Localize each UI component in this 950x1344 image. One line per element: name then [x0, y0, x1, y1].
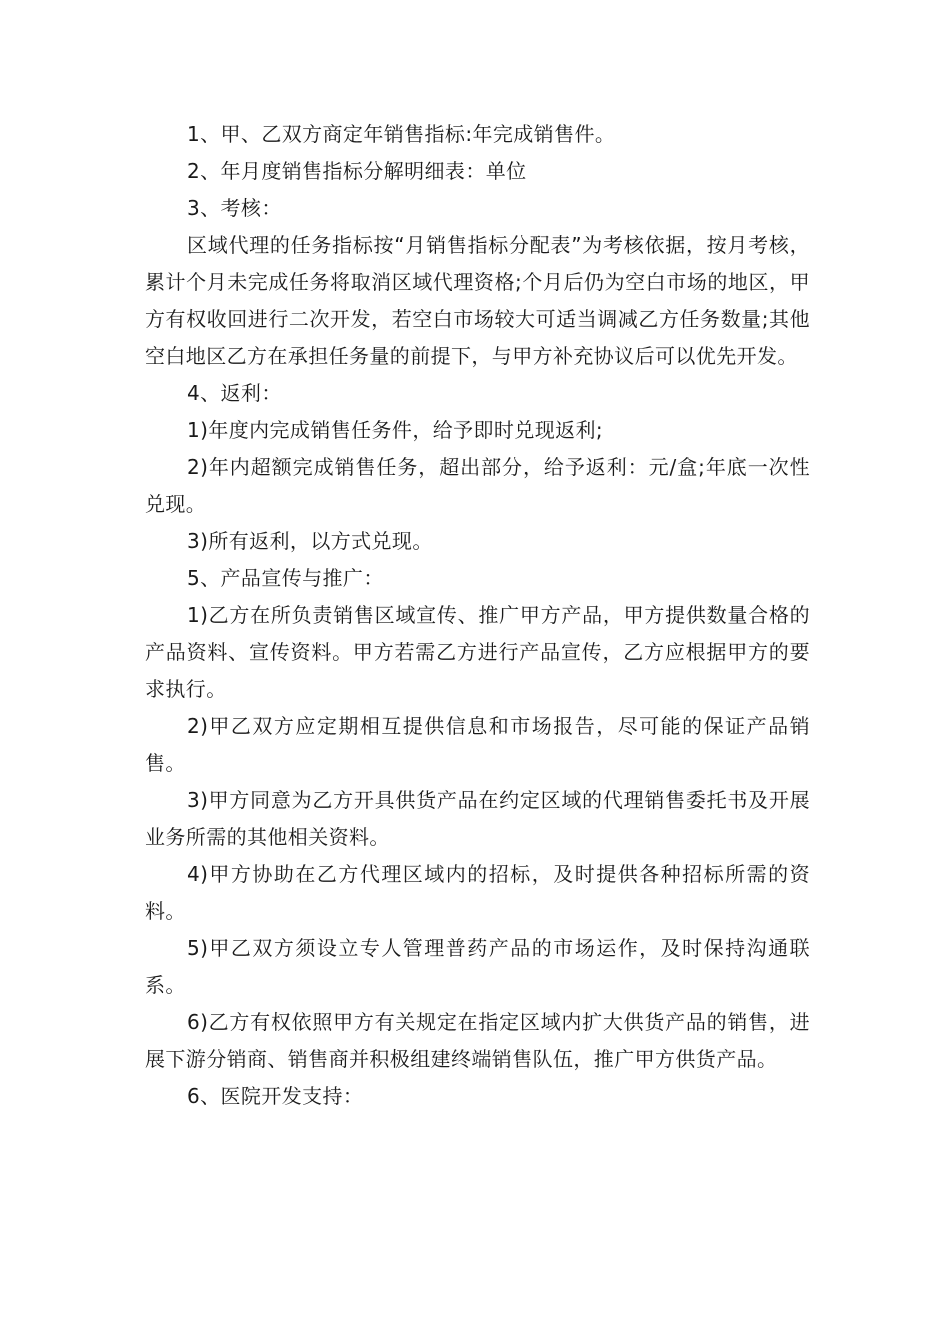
promotion-item-1: 1)乙方在所负责销售区域宣传、推广甲方产品，甲方提供数量合格的产品资料、宣传资料。甲方若需乙方进行产品宣传，乙方应根据甲方的要求执行。: [145, 603, 810, 701]
promotion-item-3: 3)甲方同意为乙方开具供货产品在约定区域的代理销售委托书及开展业务所需的其他相关资料。: [145, 788, 810, 849]
sales-target-paragraph: 1、甲、乙双方商定年销售指标:年完成销售件。: [187, 122, 616, 146]
promotion-item-5: 5)甲乙双方须设立专人管理普药产品的市场运作，及时保持沟通联系。: [145, 936, 810, 997]
monthly-breakdown-paragraph: 2、年月度销售指标分解明细表：单位: [187, 159, 527, 183]
hospital-support-heading: 6、医院开发支持：: [187, 1084, 364, 1108]
rebate-item-2: 2)年内超额完成销售任务，超出部分，给予返利：元/盒;年底一次性兑现。: [145, 455, 810, 516]
rebate-item-3: 3)所有返利，以方式兑现。: [187, 529, 433, 553]
assessment-paragraph: 区域代理的任务指标按“月销售指标分配表”为考核依据，按月考核，累计个月未完成任务将取消区域代理资格;个月后仍为空白市场的地区，甲方有权收回进行二次开发，若空白市场较大可适当调减乙方任务数量;其他空白地区乙方在承担任务量的前提下，与甲方补充协议后可以优先开发。: [145, 233, 810, 368]
promotion-item-2: 2)甲乙双方应定期相互提供信息和市场报告，尽可能的保证产品销售。: [145, 714, 810, 775]
rebate-heading: 4、返利：: [187, 381, 282, 405]
promotion-item-6: 6)乙方有权依照甲方有关规定在指定区域内扩大供货产品的销售，进展下游分销商、销售商并积极组建终端销售队伍，推广甲方供货产品。: [145, 1010, 810, 1071]
promotion-item-4: 4)甲方协助在乙方代理区域内的招标，及时提供各种招标所需的资料。: [145, 862, 810, 923]
rebate-item-1: 1)年度内完成销售任务件，给予即时兑现返利;: [187, 418, 604, 442]
promotion-heading: 5、产品宣传与推广：: [187, 566, 384, 590]
assessment-heading: 3、考核：: [187, 196, 282, 220]
document-body: [145, 116, 810, 1115]
